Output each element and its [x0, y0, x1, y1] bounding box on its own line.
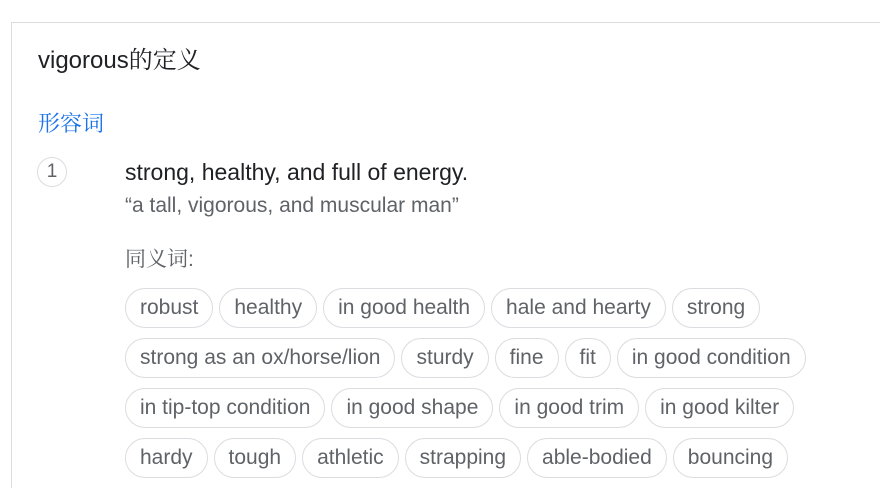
sense-number-badge: 1 — [37, 157, 67, 187]
top-divider — [12, 22, 880, 23]
synonym-row — [125, 288, 865, 330]
part-of-speech: 形容词 — [38, 111, 105, 136]
synonym-chip[interactable]: able-bodied — [527, 438, 667, 478]
synonym-chip[interactable]: in good condition — [617, 338, 806, 378]
definition-text: strong, healthy, and full of energy. — [125, 159, 469, 185]
synonym-row — [125, 338, 865, 380]
synonym-chip[interactable]: tough — [214, 438, 297, 478]
synonym-chip[interactable]: in good kilter — [645, 388, 794, 428]
synonym-chip[interactable]: strong — [672, 288, 760, 328]
synonym-chip[interactable]: hale and hearty — [491, 288, 666, 328]
synonym-chip[interactable]: in good health — [323, 288, 485, 328]
synonym-chip[interactable]: fit — [565, 338, 611, 378]
example-sentence: “a tall, vigorous, and muscular man” — [125, 194, 459, 217]
synonym-row — [125, 388, 865, 430]
synonym-chip[interactable]: bouncing — [673, 438, 788, 478]
synonym-chip[interactable]: strong as an ox/horse/lion — [125, 338, 395, 378]
synonym-chip[interactable]: in good shape — [331, 388, 493, 428]
left-divider — [11, 22, 12, 488]
synonym-chip[interactable]: strapping — [405, 438, 521, 478]
synonym-chip[interactable]: healthy — [219, 288, 317, 328]
synonym-chip[interactable]: robust — [125, 288, 213, 328]
synonyms-label: 同义词: — [125, 248, 194, 271]
synonym-chip[interactable]: fine — [495, 338, 559, 378]
synonym-chip[interactable]: in tip-top condition — [125, 388, 325, 428]
synonym-chip[interactable]: hardy — [125, 438, 208, 478]
synonym-chip[interactable]: in good trim — [499, 388, 639, 428]
synonym-chip-list — [125, 288, 865, 488]
synonym-row — [125, 438, 865, 480]
synonym-chip[interactable]: athletic — [302, 438, 399, 478]
synonym-chip[interactable]: sturdy — [401, 338, 488, 378]
page-title: vigorous的定义 — [38, 47, 201, 74]
